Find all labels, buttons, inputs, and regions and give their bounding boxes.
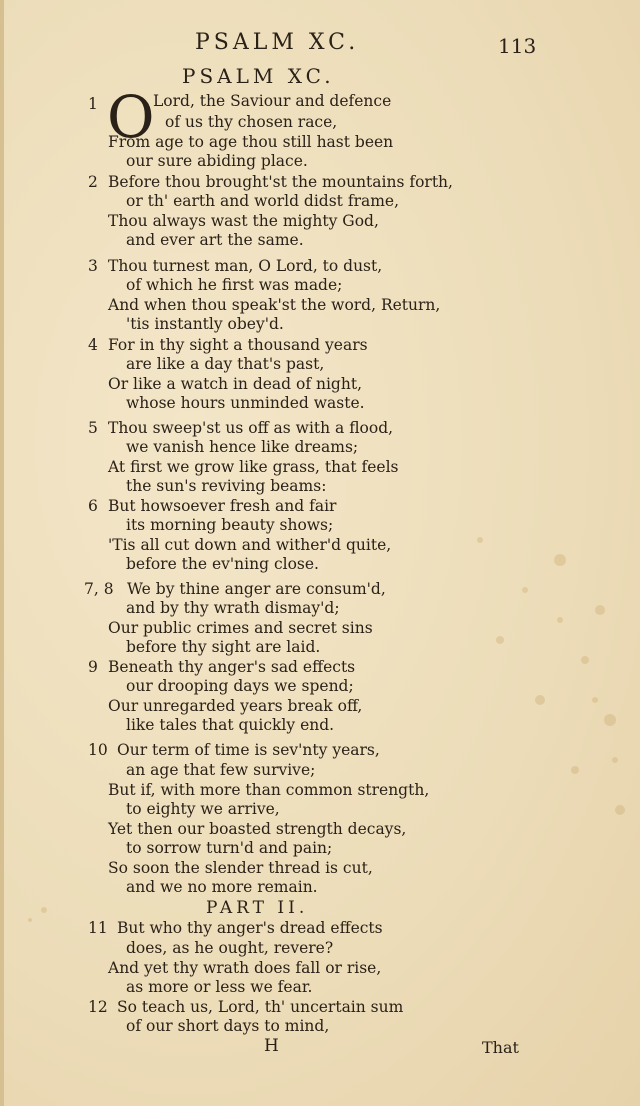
verse-line: an age that few survive; [126,761,316,779]
verse-line: or th' earth and world didst frame, [126,192,400,210]
verse-line: For in thy sight a thousand years [108,336,368,354]
verse-number: 7, 8 [84,580,114,598]
verse-number: 11 [88,919,108,937]
verse-line: At first we grow like grass, that feels [108,458,399,476]
verse-line: does, as he ought, revere? [126,939,334,957]
verse-line: We by thine anger are consum'd, [127,580,386,598]
verse-number: 4 [88,336,98,354]
psalm-title: PSALM XC. [182,64,335,88]
verse-line: Thou always wast the mighty God, [108,212,379,230]
verse-number: 12 [88,998,108,1016]
verse-number: 10 [88,741,108,759]
verse-number: 5 [88,419,98,437]
verse-line: Lord, the Saviour and defence [153,92,392,110]
verse-line: our drooping days we spend; [126,677,354,695]
catchword: That [482,1038,519,1057]
verse-line: to sorrow turn'd and pain; [126,839,333,857]
verse-line: and by thy wrath dismay'd; [126,599,340,617]
verse-line: Before thou brought'st the mountains forth, [108,173,453,191]
verse-line: to eighty we arrive, [126,800,280,818]
verse-line: and ever art the same. [126,231,304,249]
verse-line: like tales that quickly end. [126,716,335,734]
part-title: PART II. [206,898,309,918]
verse-line: And yet thy wrath does fall or rise, [108,959,382,977]
verse-line: the sun's reviving beams: [126,477,327,495]
signature-mark: H [264,1036,279,1056]
page-edge [0,0,4,1106]
drop-cap: O [107,83,155,151]
running-title: PSALM XC. [195,30,360,55]
verse-line: of our short days to mind, [126,1017,330,1035]
verse-line: Beneath thy anger's sad effects [108,658,356,676]
verse-line: Yet then our boasted strength decays, [108,820,407,838]
verse-line: Or like a watch in dead of night, [108,375,362,393]
verse-line: Thou turnest man, O Lord, to dust, [108,257,383,275]
verse-line: 'tis instantly obey'd. [126,315,284,333]
verse-number: 3 [88,257,98,275]
verse-number: 2 [88,173,98,191]
verse-number: 1 [88,95,98,113]
verse-line: we vanish hence like dreams; [126,438,359,456]
verse-line: and we no more remain. [126,878,318,896]
verse-number: 6 [88,497,98,515]
verse-line: Our unregarded years break off, [108,697,363,715]
verse-line: So soon the slender thread is cut, [108,859,373,877]
verse-line: Thou sweep'st us off as with a flood, [108,419,394,437]
verse-line: 'Tis all cut down and wither'd quite, [108,536,392,554]
verse-line: of us thy chosen race, [165,113,338,131]
verse-line: Our public crimes and secret sins [108,619,373,637]
verse-line: our sure abiding place. [126,152,308,170]
verse-line: But howsoever fresh and fair [108,497,337,515]
verse-line: Our term of time is sev'nty years, [117,741,380,759]
verse-line: So teach us, Lord, th' uncertain sum [117,998,404,1016]
verse-line: before thy sight are laid. [126,638,321,656]
verse-line: as more or less we fear. [126,978,313,996]
verse-number: 9 [88,658,98,676]
verse-line: And when thou speak'st the word, Return, [108,296,441,314]
verse-line: But who thy anger's dread effects [117,919,383,937]
verse-line: are like a day that's past, [126,355,325,373]
verse-line: From age to age thou still hast been [108,133,394,151]
verse-line: whose hours unminded waste. [126,394,365,412]
verse-line: before the ev'ning close. [126,555,319,573]
verse-line: But if, with more than common strength, [108,781,430,799]
page-number: 113 [498,34,537,58]
verse-line: of which he first was made; [126,276,343,294]
verse-line: its morning beauty shows; [126,516,334,534]
